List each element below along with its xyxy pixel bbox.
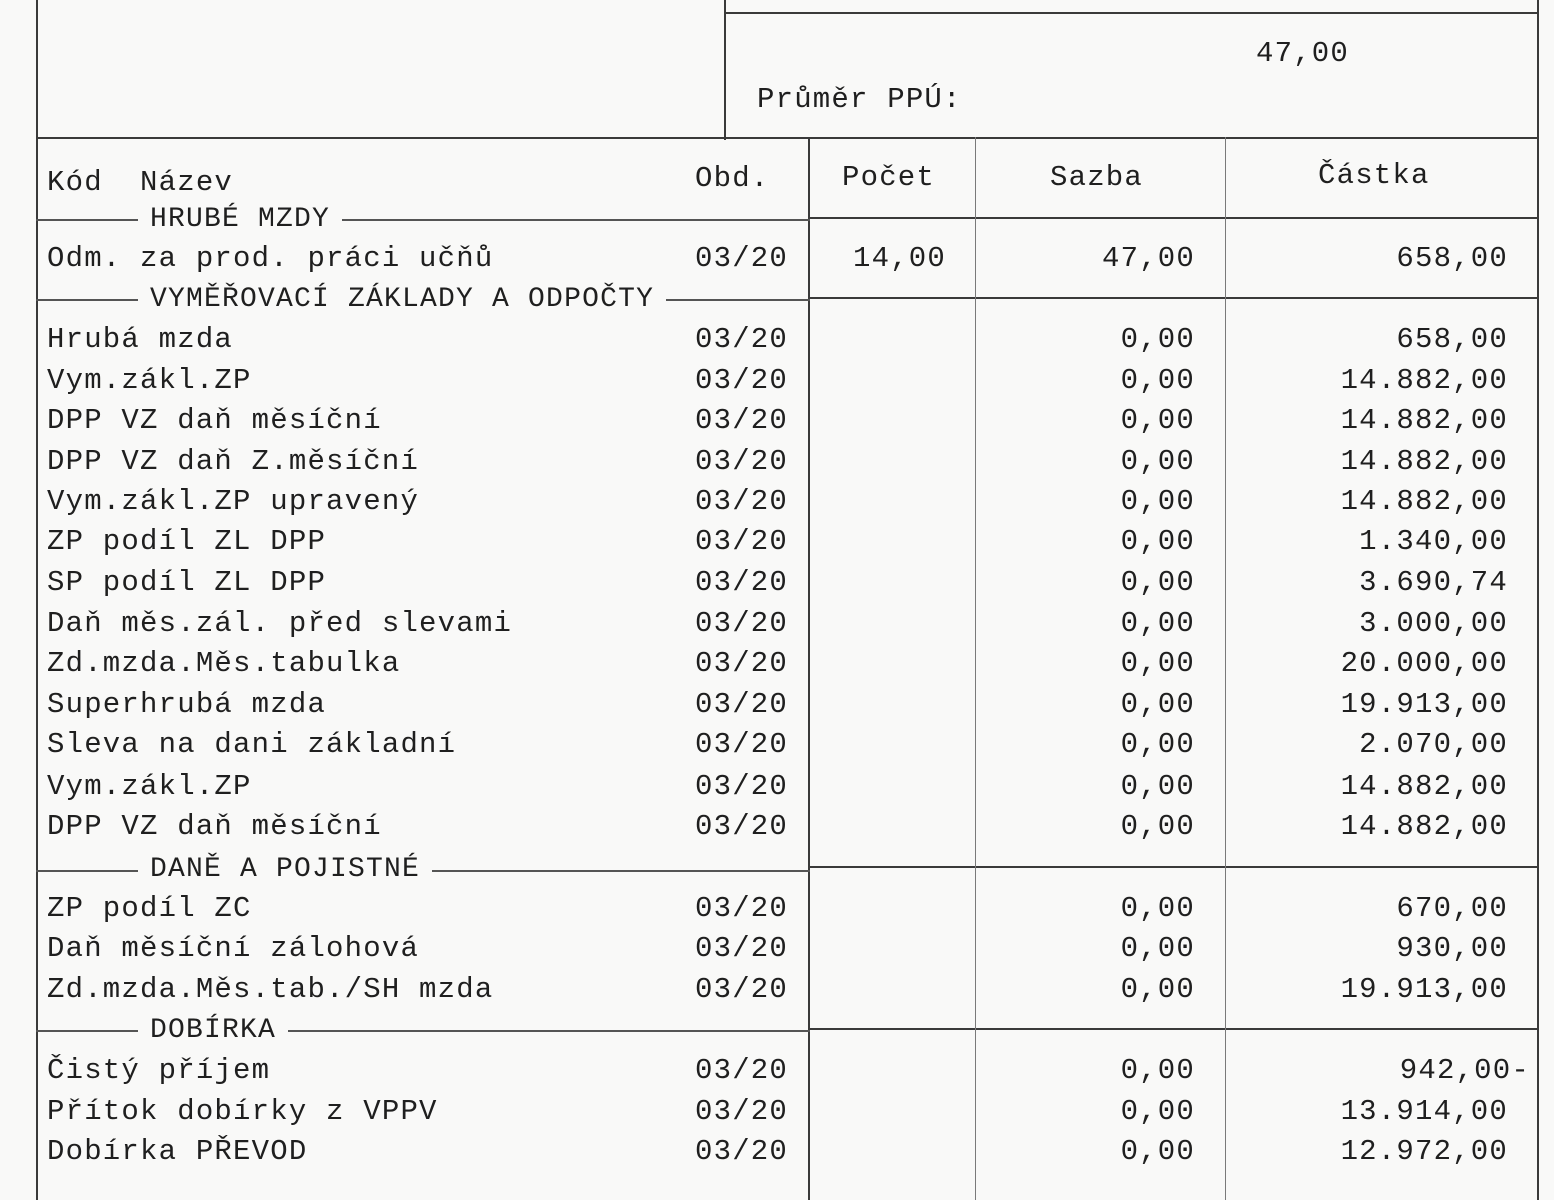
row-amount: 20.000,00 (1340, 647, 1508, 680)
row-amount: 14.882,00 (1340, 404, 1508, 437)
hrube-bottom-line (810, 297, 1539, 299)
row-amount: 13.914,00 (1340, 1095, 1508, 1128)
section-hrube-mzdy: HRUBÉ MZDY (138, 204, 342, 236)
row-name: Zd.mzda.Měs.tabulka (47, 647, 401, 680)
average-label: Průměr PPÚ: (757, 83, 962, 116)
row-period: 03/20 (695, 404, 789, 437)
row-rate: 0,00 (1120, 364, 1195, 397)
row-amount: 19.913,00 (1340, 688, 1508, 721)
row-period: 03/20 (695, 323, 789, 356)
row-amount: 1.340,00 (1359, 525, 1508, 558)
row-period: 03/20 (695, 647, 789, 680)
row-period: 03/20 (695, 1095, 789, 1128)
header-top-line (724, 12, 1539, 14)
row-period: 03/20 (695, 892, 789, 925)
row-rate: 0,00 (1120, 688, 1195, 721)
row-period: 03/20 (695, 242, 789, 275)
row-name: Vym.zákl.ZP (47, 364, 252, 397)
row-period: 03/20 (695, 728, 789, 761)
row-rate: 0,00 (1120, 770, 1195, 803)
row-name: DPP VZ daň Z.měsíční (47, 445, 420, 478)
row-rate: 0,00 (1120, 404, 1195, 437)
col-header-pocet: Počet (842, 161, 936, 194)
row-amount: 2.070,00 (1359, 728, 1508, 761)
row-name: Vym.zákl.ZP upravený (47, 485, 420, 518)
row-rate: 0,00 (1120, 323, 1195, 356)
row-amount: 14.882,00 (1340, 364, 1508, 397)
col-header-obd: Obd. (695, 162, 770, 195)
average-value: 47,00 (1256, 37, 1350, 70)
row-rate: 0,00 (1120, 932, 1195, 965)
row-rate: 0,00 (1120, 525, 1195, 558)
col-divider-sazba (1225, 137, 1226, 1200)
row-name: Superhrubá mzda (47, 688, 327, 721)
row-rate: 0,00 (1120, 1054, 1195, 1087)
col-divider-pocet (975, 137, 976, 1200)
section-vymerovaci: VYMĚŘOVACÍ ZÁKLADY A ODPOČTY (138, 284, 666, 316)
row-name: ZP podíl ZC (47, 892, 252, 925)
right-border (1537, 0, 1539, 1200)
header-divider (724, 0, 726, 140)
row-name: Dobírka PŘEVOD (47, 1135, 308, 1168)
section-dane: DANĚ A POJISTNÉ (138, 854, 432, 886)
row-rate: 0,00 (1120, 566, 1195, 599)
row-rate: 0,00 (1120, 485, 1195, 518)
row-amount: 3.690,74 (1359, 566, 1508, 599)
vymerovaci-bottom-line (810, 866, 1539, 868)
row-amount: 14.882,00 (1340, 485, 1508, 518)
row-rate: 47,00 (1101, 242, 1195, 275)
row-period: 03/20 (695, 932, 789, 965)
col-header-castka: Částka (1318, 159, 1430, 192)
col-header-kod-nazev: Kód Název (47, 166, 234, 199)
row-name: Vym.zákl.ZP (47, 770, 252, 803)
row-rate: 0,00 (1120, 1135, 1195, 1168)
row-period: 03/20 (695, 525, 789, 558)
header-bottom-line (36, 137, 1539, 139)
row-name: DPP VZ daň měsíční (47, 810, 382, 843)
row-name: Čistý příjem (47, 1054, 271, 1087)
section-dobirka: DOBÍRKA (138, 1015, 288, 1047)
row-count: 14,00 (852, 242, 946, 275)
row-period: 03/20 (695, 810, 789, 843)
row-amount: 19.913,00 (1340, 973, 1508, 1006)
row-amount: 3.000,00 (1359, 607, 1508, 640)
row-name: Přítok dobírky z VPPV (47, 1095, 438, 1128)
row-name: Zd.mzda.Měs.tab./SH mzda (47, 973, 494, 1006)
row-period: 03/20 (695, 1135, 789, 1168)
col-divider-obd (808, 137, 810, 1200)
col-header-sazba: Sazba (1050, 161, 1144, 194)
row-name: Daň měs.zál. před slevami (47, 607, 513, 640)
row-period: 03/20 (695, 1054, 789, 1087)
row-period: 03/20 (695, 485, 789, 518)
row-period: 03/20 (695, 566, 789, 599)
dane-bottom-line (810, 1028, 1539, 1030)
row-amount: 12.972,00 (1340, 1135, 1508, 1168)
row-period: 03/20 (695, 770, 789, 803)
row-name: Odm. za prod. práci učňů (47, 242, 494, 275)
row-rate: 0,00 (1120, 892, 1195, 925)
row-name: DPP VZ daň měsíční (47, 404, 382, 437)
row-name: Sleva na dani základní (47, 728, 457, 761)
row-name: Hrubá mzda (47, 323, 234, 356)
row-amount: 942,00- (1399, 1054, 1530, 1087)
row-amount: 14.882,00 (1340, 770, 1508, 803)
row-amount: 14.882,00 (1340, 445, 1508, 478)
row-period: 03/20 (695, 607, 789, 640)
row-rate: 0,00 (1120, 810, 1195, 843)
row-amount: 658,00 (1396, 323, 1508, 356)
left-border (36, 0, 38, 1200)
row-rate: 0,00 (1120, 445, 1195, 478)
row-period: 03/20 (695, 445, 789, 478)
row-name: Daň měsíční zálohová (47, 932, 420, 965)
row-amount: 930,00 (1396, 932, 1508, 965)
row-rate: 0,00 (1120, 1095, 1195, 1128)
row-name: SP podíl ZL DPP (47, 566, 327, 599)
row-rate: 0,00 (1120, 728, 1195, 761)
row-period: 03/20 (695, 364, 789, 397)
row-period: 03/20 (695, 688, 789, 721)
row-rate: 0,00 (1120, 973, 1195, 1006)
row-name: ZP podíl ZL DPP (47, 525, 327, 558)
column-header-line (810, 217, 1539, 219)
row-period: 03/20 (695, 973, 789, 1006)
row-rate: 0,00 (1120, 607, 1195, 640)
row-amount: 658,00 (1396, 242, 1508, 275)
row-amount: 14.882,00 (1340, 810, 1508, 843)
row-rate: 0,00 (1120, 647, 1195, 680)
row-amount: 670,00 (1396, 892, 1508, 925)
